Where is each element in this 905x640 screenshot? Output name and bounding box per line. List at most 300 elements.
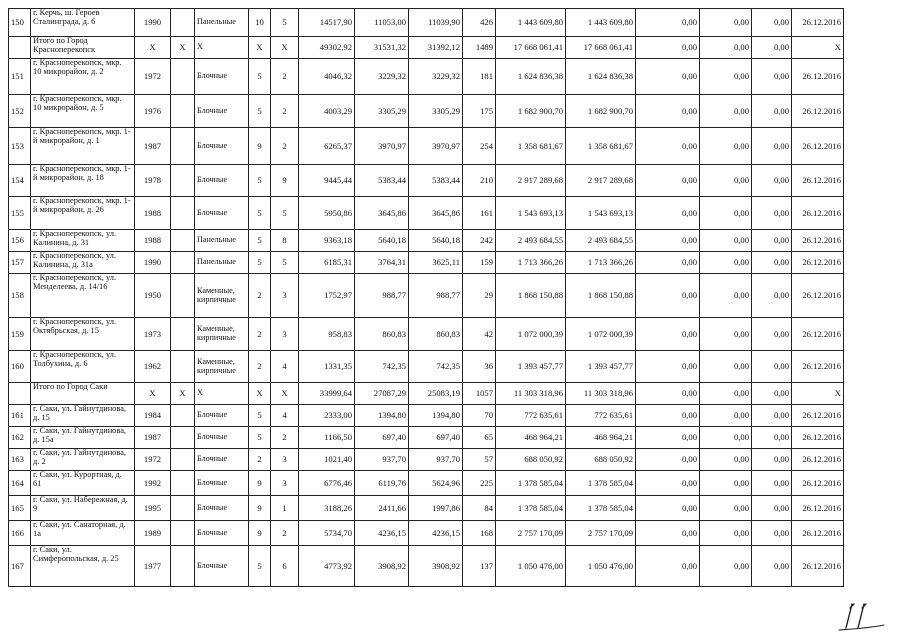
- cell-en: 1: [271, 496, 299, 521]
- cell-year: 1988: [135, 197, 171, 230]
- cell-f: 0,00: [752, 427, 792, 449]
- cell-cost1: 17 668 061,41: [496, 37, 566, 59]
- cell-year: 1976: [135, 95, 171, 128]
- cell-d: 0,00: [636, 546, 700, 587]
- cell-en: 3: [271, 318, 299, 351]
- cell-addr: г. Красноперекопск, мкр. 1-й микрорайон, д. 18: [31, 165, 135, 197]
- cell-fl: 9: [249, 521, 271, 546]
- cell-cost2: 1 713 366,26: [566, 252, 636, 274]
- cell-en: 5: [271, 252, 299, 274]
- cell-cost1: 688 050,92: [496, 449, 566, 471]
- cell-b: 11053,00: [355, 9, 409, 37]
- cell-x1: [171, 197, 195, 230]
- cell-mat: Панельные: [195, 230, 249, 252]
- cell-d: 0,00: [636, 496, 700, 521]
- cell-e: 0,00: [700, 59, 752, 95]
- cell-date: 26.12.2016: [792, 351, 844, 383]
- cell-n: 154: [9, 165, 31, 197]
- cell-fl: 5: [249, 252, 271, 274]
- cell-b: 4236,15: [355, 521, 409, 546]
- cell-addr: г. Саки, ул. Санаторная, д. 1а: [31, 521, 135, 546]
- cell-p: 161: [463, 197, 496, 230]
- cell-p: 36: [463, 351, 496, 383]
- cell-b: 3908,92: [355, 546, 409, 587]
- table-row: [9, 274, 844, 318]
- cell-c: 937,70: [409, 449, 463, 471]
- cell-d: 0,00: [636, 351, 700, 383]
- cell-mat: Каменные, кирпичные: [195, 351, 249, 383]
- cell-f: 0,00: [752, 165, 792, 197]
- cell-fl: 5: [249, 230, 271, 252]
- cell-mat: Блочные: [195, 59, 249, 95]
- cell-n: 156: [9, 230, 31, 252]
- cell-c: 3305,29: [409, 95, 463, 128]
- cell-p: 242: [463, 230, 496, 252]
- cell-en: 2: [271, 59, 299, 95]
- cell-c: 3970,97: [409, 128, 463, 165]
- cell-d: 0,00: [636, 128, 700, 165]
- table-row: [9, 405, 844, 427]
- cell-year: 1992: [135, 471, 171, 496]
- cell-fl: 5: [249, 405, 271, 427]
- cell-cost2: 1 050 476,00: [566, 546, 636, 587]
- cell-mat: Блочные: [195, 427, 249, 449]
- cell-mat: Панельные: [195, 9, 249, 37]
- cell-addr: г. Красноперекопск, ул. Октябрьская, д. 15: [31, 318, 135, 351]
- cell-x1: [171, 521, 195, 546]
- cell-x1: [171, 405, 195, 427]
- cell-a: 6185,31: [299, 252, 355, 274]
- cell-cost2: 1 358 681,67: [566, 128, 636, 165]
- cell-addr: г. Саки, ул. Симферопольская, д. 25: [31, 546, 135, 587]
- table-row: [9, 496, 844, 521]
- cell-addr: Итого по Город Красноперекопск: [31, 37, 135, 59]
- cell-p: 42: [463, 318, 496, 351]
- cell-d: 0,00: [636, 59, 700, 95]
- cell-mat: Блочные: [195, 521, 249, 546]
- cell-p: 210: [463, 165, 496, 197]
- cell-c: 11039,90: [409, 9, 463, 37]
- cell-d: 0,00: [636, 252, 700, 274]
- cell-b: 988,77: [355, 274, 409, 318]
- cell-fl: 2: [249, 274, 271, 318]
- cell-en: 9: [271, 165, 299, 197]
- cell-n: 161: [9, 405, 31, 427]
- cell-f: 0,00: [752, 9, 792, 37]
- cell-p: 57: [463, 449, 496, 471]
- table-row: [9, 521, 844, 546]
- cell-e: 0,00: [700, 521, 752, 546]
- table-row: [9, 427, 844, 449]
- cell-x1: [171, 351, 195, 383]
- table-total-row: [9, 37, 844, 59]
- cell-f: 0,00: [752, 496, 792, 521]
- cell-e: 0,00: [700, 37, 752, 59]
- cell-addr: г. Саки, ул. Гайнутдинова, д. 15а: [31, 427, 135, 449]
- cell-date: 26.12.2016: [792, 197, 844, 230]
- cell-c: 3625,11: [409, 252, 463, 274]
- cell-f: 0,00: [752, 252, 792, 274]
- cell-f: 0,00: [752, 383, 792, 405]
- cell-cost1: 1 393 457,77: [496, 351, 566, 383]
- cell-date: X: [792, 383, 844, 405]
- cell-b: 3764,31: [355, 252, 409, 274]
- table-row: [9, 128, 844, 165]
- cell-date: 26.12.2016: [792, 128, 844, 165]
- cell-x1: [171, 59, 195, 95]
- cell-e: 0,00: [700, 274, 752, 318]
- cell-n: [9, 37, 31, 59]
- cell-year: 1987: [135, 427, 171, 449]
- cell-year: 1977: [135, 546, 171, 587]
- cell-year: 1962: [135, 351, 171, 383]
- cell-year: 1950: [135, 274, 171, 318]
- cell-mat: Блочные: [195, 197, 249, 230]
- cell-p: 1489: [463, 37, 496, 59]
- cell-f: 0,00: [752, 37, 792, 59]
- cell-d: 0,00: [636, 427, 700, 449]
- cell-mat: Блочные: [195, 95, 249, 128]
- cell-cost2: 1 378 585,04: [566, 496, 636, 521]
- cell-en: 3: [271, 274, 299, 318]
- cell-b: 5640,18: [355, 230, 409, 252]
- cell-addr: г. Красноперекопск, ул. Калинина, д. 31а: [31, 252, 135, 274]
- cell-date: 26.12.2016: [792, 165, 844, 197]
- cell-cost1: 1 868 150,88: [496, 274, 566, 318]
- table-row: [9, 471, 844, 496]
- cell-p: 168: [463, 521, 496, 546]
- cell-f: 0,00: [752, 95, 792, 128]
- cell-fl: 5: [249, 59, 271, 95]
- cell-year: X: [135, 383, 171, 405]
- cell-cost1: 1 050 476,00: [496, 546, 566, 587]
- cell-a: 1021,40: [299, 449, 355, 471]
- cell-e: 0,00: [700, 165, 752, 197]
- cell-mat: Блочные: [195, 405, 249, 427]
- cell-a: 49302,92: [299, 37, 355, 59]
- table-row: [9, 351, 844, 383]
- cell-e: 0,00: [700, 318, 752, 351]
- cell-d: 0,00: [636, 165, 700, 197]
- cell-addr: г. Красноперекопск, мкр. 10 микрорайон, д. 5: [31, 95, 135, 128]
- cell-addr: г. Красноперекопск, ул. Толбухина, д. 6: [31, 351, 135, 383]
- cell-en: 4: [271, 351, 299, 383]
- cell-c: 860,83: [409, 318, 463, 351]
- cell-mat: Блочные: [195, 449, 249, 471]
- cell-date: 26.12.2016: [792, 449, 844, 471]
- cell-date: 26.12.2016: [792, 318, 844, 351]
- cell-c: 5383,44: [409, 165, 463, 197]
- cell-cost1: 1 072 000,39: [496, 318, 566, 351]
- cell-date: 26.12.2016: [792, 95, 844, 128]
- cell-n: 151: [9, 59, 31, 95]
- cell-n: 153: [9, 128, 31, 165]
- cell-x1: [171, 449, 195, 471]
- cell-d: 0,00: [636, 37, 700, 59]
- cell-mat: Каменные, кирпичные: [195, 274, 249, 318]
- cell-p: 65: [463, 427, 496, 449]
- cell-a: 6265,37: [299, 128, 355, 165]
- cell-mat: X: [195, 37, 249, 59]
- cell-f: 0,00: [752, 230, 792, 252]
- cell-en: 2: [271, 95, 299, 128]
- cell-cost2: 2 493 684,55: [566, 230, 636, 252]
- cell-en: 2: [271, 128, 299, 165]
- cell-p: 225: [463, 471, 496, 496]
- cell-year: X: [135, 37, 171, 59]
- table-row: [9, 252, 844, 274]
- cell-f: 0,00: [752, 351, 792, 383]
- table-row: [9, 9, 844, 37]
- cell-cost2: 688 050,92: [566, 449, 636, 471]
- cell-en: 3: [271, 449, 299, 471]
- cell-x1: [171, 128, 195, 165]
- cell-d: 0,00: [636, 318, 700, 351]
- cell-fl: 2: [249, 449, 271, 471]
- cell-c: 3229,32: [409, 59, 463, 95]
- cell-d: 0,00: [636, 449, 700, 471]
- cell-p: 70: [463, 405, 496, 427]
- cell-cost1: 1 543 693,13: [496, 197, 566, 230]
- cell-e: 0,00: [700, 351, 752, 383]
- cell-cost1: 11 303 318,96: [496, 383, 566, 405]
- cell-year: 1984: [135, 405, 171, 427]
- cell-en: X: [271, 37, 299, 59]
- cell-f: 0,00: [752, 128, 792, 165]
- cell-date: 26.12.2016: [792, 521, 844, 546]
- cell-year: 1973: [135, 318, 171, 351]
- cell-c: 988,77: [409, 274, 463, 318]
- cell-n: 157: [9, 252, 31, 274]
- cell-e: 0,00: [700, 128, 752, 165]
- cell-a: 1166,50: [299, 427, 355, 449]
- cell-cost1: 1 443 609,80: [496, 9, 566, 37]
- cell-date: 26.12.2016: [792, 9, 844, 37]
- cell-x1: [171, 9, 195, 37]
- cell-fl: 5: [249, 546, 271, 587]
- cell-n: 160: [9, 351, 31, 383]
- cell-addr: Итого по Город Саки: [31, 383, 135, 405]
- cell-addr: г. Красноперекопск, ул. Менделеева, д. 14/16: [31, 274, 135, 318]
- cell-en: 3: [271, 471, 299, 496]
- cell-b: 2411,66: [355, 496, 409, 521]
- cell-mat: Блочные: [195, 546, 249, 587]
- cell-d: 0,00: [636, 521, 700, 546]
- cell-date: 26.12.2016: [792, 230, 844, 252]
- cell-c: 742,35: [409, 351, 463, 383]
- cell-n: 167: [9, 546, 31, 587]
- table-row: [9, 59, 844, 95]
- cell-c: 3908,92: [409, 546, 463, 587]
- cell-en: 6: [271, 546, 299, 587]
- cell-e: 0,00: [700, 496, 752, 521]
- cell-n: 155: [9, 197, 31, 230]
- cell-p: 426: [463, 9, 496, 37]
- cell-e: 0,00: [700, 383, 752, 405]
- cell-x1: [171, 496, 195, 521]
- cell-p: 84: [463, 496, 496, 521]
- cell-a: 4773,92: [299, 546, 355, 587]
- cell-e: 0,00: [700, 427, 752, 449]
- cell-n: 166: [9, 521, 31, 546]
- cell-x1: [171, 230, 195, 252]
- table-row: [9, 318, 844, 351]
- cell-e: 0,00: [700, 197, 752, 230]
- cell-cost2: 2 917 289,68: [566, 165, 636, 197]
- cell-addr: г. Саки, ул. Набережная, д. 9: [31, 496, 135, 521]
- table-row: [9, 546, 844, 587]
- cell-b: 3305,29: [355, 95, 409, 128]
- cell-c: 1394,80: [409, 405, 463, 427]
- cell-cost1: 772 635,61: [496, 405, 566, 427]
- cell-x1: [171, 546, 195, 587]
- cell-date: X: [792, 37, 844, 59]
- cell-date: 26.12.2016: [792, 546, 844, 587]
- cell-d: 0,00: [636, 197, 700, 230]
- cell-mat: Панельные: [195, 252, 249, 274]
- cell-addr: г. Красноперекопск, мкр. 1-й микрорайон, д. 26: [31, 197, 135, 230]
- cell-b: 6119,76: [355, 471, 409, 496]
- cell-c: 4236,15: [409, 521, 463, 546]
- cell-date: 26.12.2016: [792, 427, 844, 449]
- cell-b: 3970,97: [355, 128, 409, 165]
- cell-c: 5640,18: [409, 230, 463, 252]
- cell-mat: Каменные, кирпичные: [195, 318, 249, 351]
- cell-p: 254: [463, 128, 496, 165]
- cell-n: 162: [9, 427, 31, 449]
- table-row: [9, 230, 844, 252]
- cell-year: 1990: [135, 9, 171, 37]
- cell-x1: [171, 252, 195, 274]
- cell-en: 2: [271, 521, 299, 546]
- cell-x1: [171, 471, 195, 496]
- cell-year: 1972: [135, 59, 171, 95]
- cell-n: 152: [9, 95, 31, 128]
- cell-d: 0,00: [636, 274, 700, 318]
- cell-p: 181: [463, 59, 496, 95]
- cell-date: 26.12.2016: [792, 405, 844, 427]
- cell-f: 0,00: [752, 546, 792, 587]
- cell-addr: г. Саки, ул. Гайнутдинова, д. 2: [31, 449, 135, 471]
- cell-en: 8: [271, 230, 299, 252]
- cell-year: 1988: [135, 230, 171, 252]
- cell-c: 25083,19: [409, 383, 463, 405]
- cell-b: 697,40: [355, 427, 409, 449]
- cell-cost1: 1 378 585,04: [496, 471, 566, 496]
- cell-a: 6776,46: [299, 471, 355, 496]
- cell-d: 0,00: [636, 405, 700, 427]
- cell-n: 158: [9, 274, 31, 318]
- cell-f: 0,00: [752, 405, 792, 427]
- cell-c: 1997,86: [409, 496, 463, 521]
- table-total-row: [9, 383, 844, 405]
- cell-fl: 9: [249, 471, 271, 496]
- cell-date: 26.12.2016: [792, 274, 844, 318]
- cell-b: 31531,32: [355, 37, 409, 59]
- cell-f: 0,00: [752, 274, 792, 318]
- cell-x1: [171, 95, 195, 128]
- cell-b: 3229,32: [355, 59, 409, 95]
- cell-date: 26.12.2016: [792, 59, 844, 95]
- cell-cost1: 1 624 836,38: [496, 59, 566, 95]
- cell-cost2: 1 393 457,77: [566, 351, 636, 383]
- cell-mat: Блочные: [195, 165, 249, 197]
- cell-n: 150: [9, 9, 31, 37]
- cell-a: 3188,26: [299, 496, 355, 521]
- cell-a: 2333,00: [299, 405, 355, 427]
- cell-d: 0,00: [636, 471, 700, 496]
- cell-en: X: [271, 383, 299, 405]
- table-row: [9, 95, 844, 128]
- cell-n: [9, 383, 31, 405]
- table-row: [9, 449, 844, 471]
- cell-f: 0,00: [752, 449, 792, 471]
- cell-date: 26.12.2016: [792, 496, 844, 521]
- cell-cost2: 772 635,61: [566, 405, 636, 427]
- cell-fl: 5: [249, 165, 271, 197]
- cell-p: 159: [463, 252, 496, 274]
- cell-e: 0,00: [700, 252, 752, 274]
- cell-cost1: 2 917 289,68: [496, 165, 566, 197]
- cell-x1: X: [171, 37, 195, 59]
- cell-d: 0,00: [636, 230, 700, 252]
- cell-b: 1394,80: [355, 405, 409, 427]
- cell-d: 0,00: [636, 95, 700, 128]
- cell-b: 860,83: [355, 318, 409, 351]
- cell-year: 1972: [135, 449, 171, 471]
- cell-mat: Блочные: [195, 128, 249, 165]
- cell-c: 31392,12: [409, 37, 463, 59]
- cell-a: 1331,35: [299, 351, 355, 383]
- cell-b: 3645,86: [355, 197, 409, 230]
- cell-e: 0,00: [700, 230, 752, 252]
- cell-year: 1978: [135, 165, 171, 197]
- cell-a: 5734,70: [299, 521, 355, 546]
- table-row: [9, 165, 844, 197]
- cell-cost2: 2 757 170,09: [566, 521, 636, 546]
- cell-mat: X: [195, 383, 249, 405]
- cell-en: 2: [271, 427, 299, 449]
- cell-cost2: 1 682 900,70: [566, 95, 636, 128]
- cell-a: 9445,44: [299, 165, 355, 197]
- cell-addr: г. Красноперекопск, ул. Калинина, д. 31: [31, 230, 135, 252]
- cell-fl: 5: [249, 197, 271, 230]
- cell-fl: 5: [249, 427, 271, 449]
- cell-n: 163: [9, 449, 31, 471]
- cell-cost1: 2 493 684,55: [496, 230, 566, 252]
- cell-e: 0,00: [700, 9, 752, 37]
- cell-n: 165: [9, 496, 31, 521]
- cell-a: 4003,29: [299, 95, 355, 128]
- cell-fl: 9: [249, 496, 271, 521]
- cell-x1: [171, 165, 195, 197]
- cell-mat: Блочные: [195, 471, 249, 496]
- cell-e: 0,00: [700, 449, 752, 471]
- cell-fl: 5: [249, 95, 271, 128]
- cell-x1: X: [171, 383, 195, 405]
- cell-year: 1995: [135, 496, 171, 521]
- cell-p: 29: [463, 274, 496, 318]
- cell-addr: г. Саки, ул. Гайнутдинова, д. 15: [31, 405, 135, 427]
- cell-f: 0,00: [752, 318, 792, 351]
- cell-fl: X: [249, 383, 271, 405]
- cell-fl: 10: [249, 9, 271, 37]
- cell-addr: г. Керчь, ш. Героев Сталинграда, д. 6: [31, 9, 135, 37]
- cell-a: 958,83: [299, 318, 355, 351]
- cell-f: 0,00: [752, 197, 792, 230]
- cell-b: 937,70: [355, 449, 409, 471]
- cell-en: 5: [271, 197, 299, 230]
